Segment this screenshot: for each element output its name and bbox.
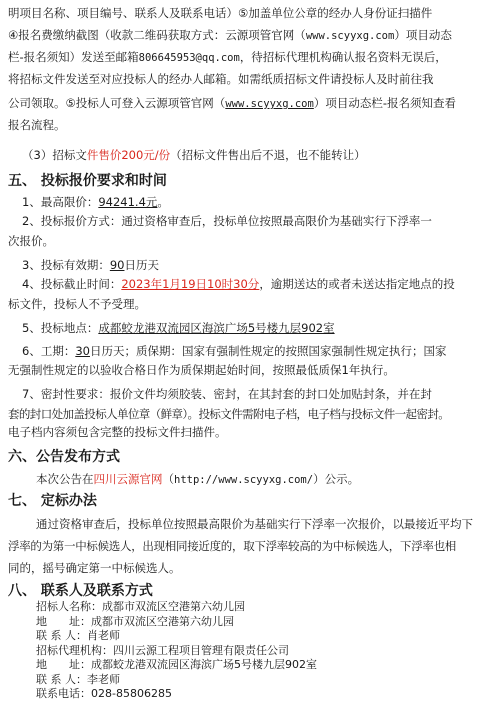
contact-line: 招标代理机构：四川云源工程项目管理有限责任公司 [36, 643, 289, 657]
text-line: 报名流程。 [8, 118, 66, 132]
text-line [22, 144, 489, 166]
text-segment: 日历天；质保期：国家有强制性规定的按照国家强制性规定执行；国家 [89, 344, 447, 358]
text-line: 套的封口处加盖投标人单位章（鲜章）。投标文件需附电子档，电子档与投标文件一起密封。 [8, 407, 450, 421]
text-segment: 本次公告在 [36, 472, 94, 486]
section-heading: 五、 投标报价要求和时间 [8, 173, 167, 189]
text-segment: ，逾期送达的或者未送达指定地点的投 [259, 277, 455, 291]
text-line: 无强制性规定的以验收合格日作为质保期起始时间，按照最低质保1年执行。 [8, 363, 395, 377]
text-segment: ，待招标代理机构确认报名资料无误后， [239, 50, 447, 64]
text-line [36, 468, 489, 491]
contact-line: 地 址：成都市双流区空港第六幼儿园 [36, 614, 234, 628]
text-line: 将招标文件发送至对应投标人的经办人邮箱。如需纸质招标文件请投标人及时前往我 [8, 72, 434, 86]
section-heading: 六、公告发布方式 [8, 449, 120, 465]
duration-value: 30 [75, 344, 90, 358]
text-segment: ）项目动态栏-报名须知查看 [313, 96, 456, 110]
text-line: 标文件，投标人不予受理。 [8, 297, 146, 311]
text-segment: 1、最高限价： [22, 195, 99, 209]
text-segment: 4、投标截止时间： [22, 277, 122, 291]
text-line: 7、密封性要求：报价文件均须胶装、密封，在其封套的封口处加贴封条，并在封 [22, 387, 432, 401]
text-segment: 日历天 [124, 258, 159, 272]
text-segment: （招标文件售出后不退，也不能转让） [170, 148, 366, 162]
website-link[interactable]: http://www.scyyxg.com/ [174, 474, 314, 486]
contact-line: 联系电话：028-85806285 [36, 687, 172, 700]
text-line: 明项目名称、项目编号、联系人及联系电话）⑤加盖单位公章的经办人身份证扫描件 [8, 6, 433, 20]
text-segment: ）项目动态 [394, 28, 452, 42]
text-segment: 5、投标地点： [22, 321, 99, 335]
text-line [8, 46, 489, 69]
contact-line: 联 系 人：李老师 [36, 672, 120, 686]
deadline-highlight: 2023年1月19日10时30分 [121, 277, 260, 291]
max-price-value: 94241.4元 [98, 195, 158, 209]
contact-line: 地 址：成都蛟龙港双流园区海滨广场5号楼九层902室 [36, 658, 317, 671]
text-segment: ）公示。 [313, 472, 360, 486]
text-segment: 3、投标有效期： [22, 258, 110, 272]
contact-line: 招标人名称：成都市双流区空港第六幼儿园 [36, 600, 245, 613]
price-highlight: 件售价200元/份 [86, 148, 171, 162]
official-site-name: 四川云源官网 [93, 472, 163, 486]
email-address[interactable]: 806645953@qq.com [138, 52, 240, 64]
website-link[interactable]: www.scyyxg.com [225, 98, 314, 110]
website-link[interactable]: www.scyyxg.com [305, 30, 395, 42]
text-segment: 公司领取。⑤投标人可登入云源项管官网（ [8, 96, 226, 110]
text-line: 通过资格审查后，投标单位按照最高限价为基础实行下浮率一次报价，以最接近平均下 [36, 517, 473, 531]
text-line [8, 24, 489, 47]
text-segment: （ [162, 472, 174, 486]
bid-location-value: 成都蛟龙港双流园区海滨广场5号楼九层902室 [98, 321, 335, 335]
text-line: 同的，摇号确定第一中标候选人。 [8, 561, 181, 575]
section-heading: 七、 定标办法 [8, 493, 97, 509]
text-line: 电子档内容须包含完整的投标文件扫描件。 [8, 425, 227, 439]
text-segment: ④报名费缴纳截图（收款二维码获取方式：云源项管官网（ [8, 28, 306, 42]
text-line: 次报价。 [8, 234, 54, 248]
section-heading: 八、 联系人及联系方式 [8, 583, 153, 599]
text-segment: 6、工期： [22, 344, 76, 358]
text-segment: 。 [157, 195, 169, 209]
text-line [8, 92, 489, 115]
text-line [22, 317, 489, 339]
contact-line: 联 系 人：肖老师 [36, 629, 120, 642]
text-segment: （3）招标文 [22, 148, 87, 162]
text-line [22, 273, 489, 295]
text-segment: 栏-报名须知）发送至邮箱 [8, 50, 139, 64]
text-line: 2、投标报价方式：通过资格审查后，投标单位按照最高限价为基础实行下浮率一 [22, 214, 432, 228]
validity-value: 90 [109, 258, 125, 272]
text-line: 浮率的为第一中标候选人，出现相同接近度的，取下浮率较高的为中标候选人，下浮率也相 [8, 539, 456, 553]
